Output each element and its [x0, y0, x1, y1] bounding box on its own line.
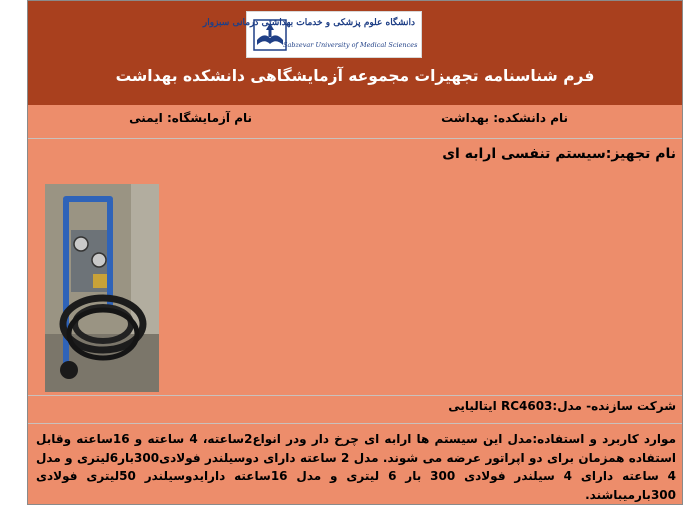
faculty-name: نام دانشکده: بهداشت: [441, 111, 568, 125]
divider: [28, 395, 682, 396]
form-title: فرم شناسنامه تجهیزات مجموعه آزمایشگاهی دانشکده بهداشت: [115, 67, 595, 85]
divider: [28, 138, 682, 139]
device-name: نام تجهیز:سیستم تنفسی ارابه ای: [442, 146, 676, 162]
info-row: [28, 111, 682, 129]
lab-name: نام آزمایشگاه: ایمنی: [129, 111, 252, 125]
device-photo: [45, 184, 159, 392]
usage-description: موارد کاربرد و استفاده:مدل این سیستم ها ارابه ای چرخ دار ودر انواع2ساعته، 4 ساعته و 16ساعته وقابل استفاده همزمان برای دو اپراتور عرضه می شوند. مدل 2 ساعته دارای دوسیلندر فولادی300بار6لیتری و مدل 4 ساعته دارای 4 سیلندر فولادی 300 بار 6 لیتری و مدل 16ساعته دارایدوسیلندر 50لیتری فولادی 300بارمیباشند.: [36, 432, 677, 502]
form-header: [28, 1, 682, 105]
university-logo: [202, 11, 422, 58]
divider: [28, 423, 682, 424]
equipment-id-form: [27, 0, 683, 505]
manufacturer-model: شرکت سازنده- مدل:RC4603 ایتالیایی: [448, 399, 676, 413]
logo-text-english: Sabzevar University of Medical Sciences: [283, 41, 418, 49]
logo-text-persian: دانشگاه علوم پزشکی و خدمات بهداشتی درمانی سبزوار: [202, 18, 415, 28]
